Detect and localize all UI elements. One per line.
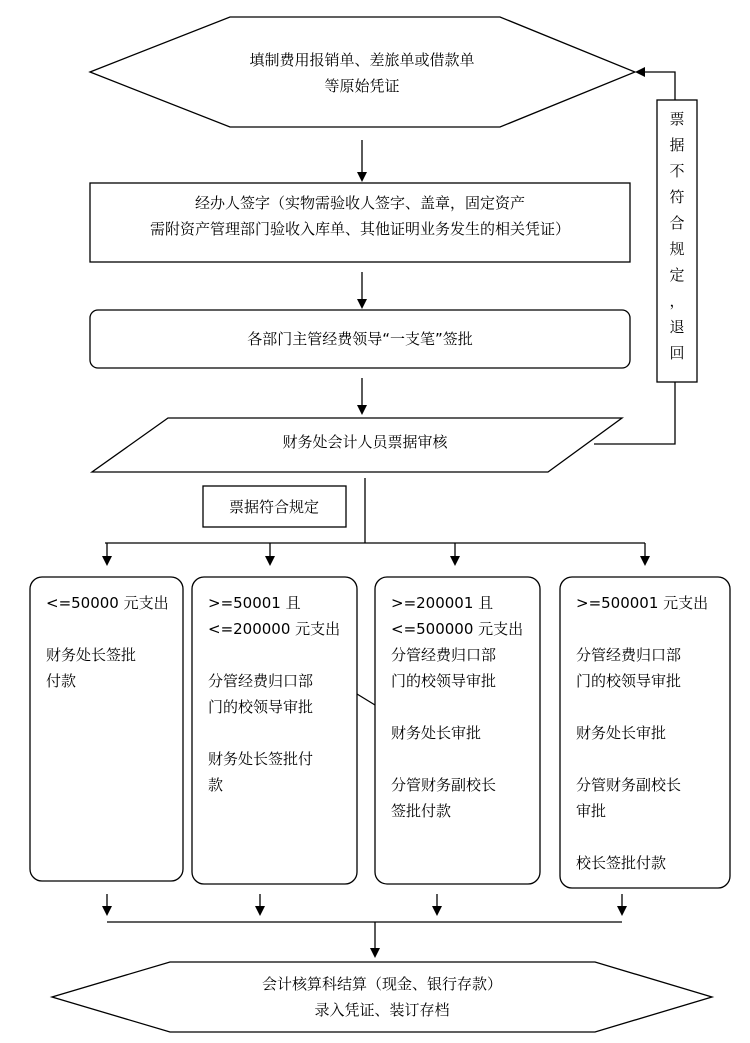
pass-label-text: 票据符合规定 bbox=[228, 498, 320, 516]
branch-4-line: >=500001 元支出 bbox=[576, 594, 709, 612]
return-char: 票 bbox=[669, 110, 685, 128]
arrow-head bbox=[617, 906, 627, 916]
arrow-head bbox=[640, 556, 650, 566]
sign-line-2: 需附资产管理部门验收入库单、其他证明业务发生的相关凭证） bbox=[149, 220, 571, 238]
audit-node bbox=[92, 418, 622, 472]
return-char: 合 bbox=[669, 214, 685, 232]
arrow-head bbox=[265, 556, 275, 566]
pass-label bbox=[203, 486, 346, 527]
return-char: 不 bbox=[669, 162, 685, 180]
arrow-head bbox=[102, 906, 112, 916]
branch-3-line: 分管财务副校长 bbox=[391, 776, 497, 794]
branch-1-line: 财务处长签批 bbox=[46, 646, 137, 664]
branch-2-line: 款 bbox=[208, 776, 224, 794]
end-line-2: 录入凭证、装订存档 bbox=[314, 1001, 450, 1019]
start-line-2: 等原始凭证 bbox=[324, 77, 400, 95]
branch-3-line: 签批付款 bbox=[391, 802, 452, 820]
branch-2-line: 门的校领导审批 bbox=[208, 698, 314, 716]
connector-line bbox=[357, 694, 375, 705]
arrow-head bbox=[370, 948, 380, 958]
return-char: 规 bbox=[669, 240, 685, 258]
branch-2-line: 分管经费归口部 bbox=[208, 672, 314, 690]
end-node bbox=[52, 962, 712, 1032]
branch-3-line: 分管经费归口部 bbox=[391, 646, 497, 664]
sign-node bbox=[90, 183, 630, 262]
start-node bbox=[90, 17, 635, 127]
branch-1-line: 付款 bbox=[46, 672, 77, 690]
approve-text: 各部门主管经费领导“一支笔”签批 bbox=[247, 330, 473, 348]
branch-3-line: >=200001 且 bbox=[391, 594, 494, 612]
branch-4-line: 审批 bbox=[576, 802, 607, 820]
branch-4-line: 校长签批付款 bbox=[576, 854, 667, 872]
return-char: 符 bbox=[669, 188, 685, 206]
branch-4-line: 分管财务副校长 bbox=[576, 776, 682, 794]
branch-3-line: <=500000 元支出 bbox=[391, 620, 524, 638]
branch-3-line: 财务处长审批 bbox=[391, 724, 482, 742]
branch-1-line: <=50000 元支出 bbox=[46, 594, 169, 612]
branch-2-line: >=50001 且 bbox=[208, 594, 301, 612]
branch-box-3 bbox=[375, 577, 540, 884]
arrow-head bbox=[357, 172, 367, 182]
arrow-head bbox=[357, 299, 367, 309]
return-char: 退 bbox=[669, 318, 685, 336]
arrow-head bbox=[255, 906, 265, 916]
arrow-head bbox=[432, 906, 442, 916]
return-note bbox=[657, 100, 697, 382]
audit-text: 财务处会计人员票据审核 bbox=[282, 433, 448, 451]
arrow-head bbox=[102, 556, 112, 566]
end-line-1: 会计核算科结算（现金、银行存款） bbox=[261, 975, 503, 993]
branch-3-line: 门的校领导审批 bbox=[391, 672, 497, 690]
branch-box-2 bbox=[192, 577, 357, 884]
approve-node bbox=[90, 310, 630, 368]
branch-4-line: 分管经费归口部 bbox=[576, 646, 682, 664]
return-loop-line bbox=[594, 382, 675, 444]
branch-2-line: <=200000 元支出 bbox=[208, 620, 341, 638]
branch-2-line: 财务处长签批付 bbox=[208, 750, 314, 768]
branch-box-4 bbox=[560, 577, 730, 888]
sign-line-1: 经办人签字（实物需验收人签字、盖章，固定资产 bbox=[194, 194, 526, 212]
arrow-head bbox=[450, 556, 460, 566]
branch-4-line: 门的校领导审批 bbox=[576, 672, 682, 690]
branch-4-line: 财务处长审批 bbox=[576, 724, 667, 742]
arrow-head bbox=[357, 405, 367, 415]
start-line-1: 填制费用报销单、差旅单或借款单 bbox=[249, 51, 475, 69]
return-char: 回 bbox=[669, 344, 685, 362]
return-char: 定 bbox=[669, 266, 685, 284]
branch-box-1 bbox=[30, 577, 183, 881]
return-char: ， bbox=[669, 292, 685, 310]
return-char: 据 bbox=[669, 136, 685, 154]
arrow-head bbox=[635, 67, 645, 77]
